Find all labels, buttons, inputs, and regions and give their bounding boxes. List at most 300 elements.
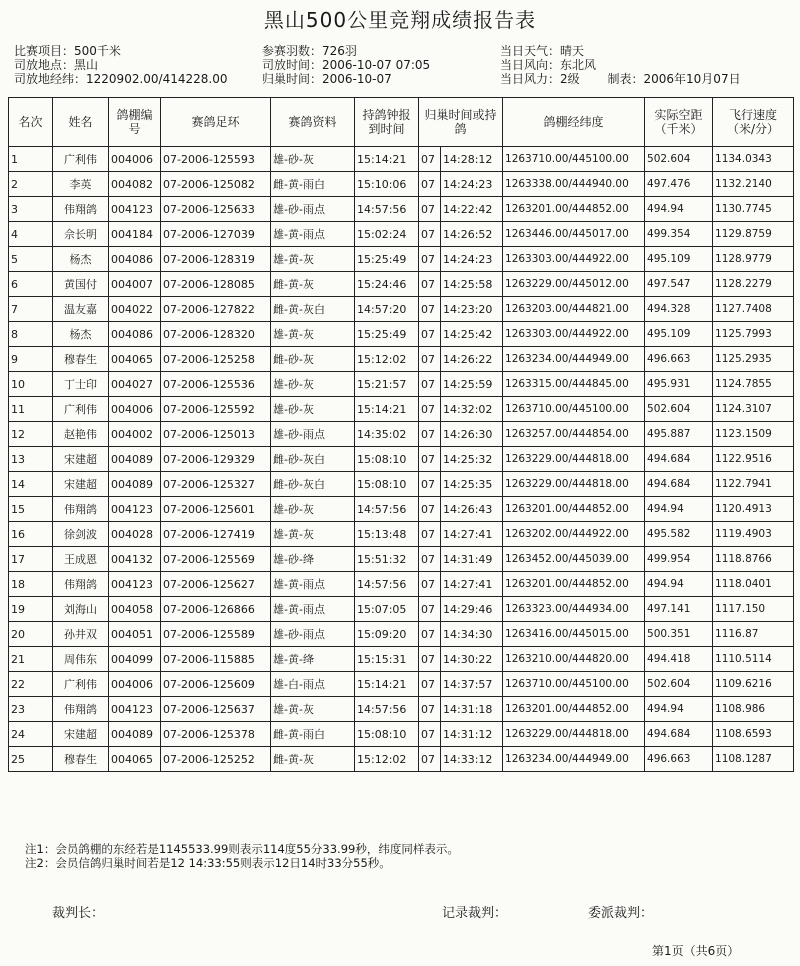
coords-cell: 1263234.00/444949.00: [503, 347, 645, 372]
name-cell: 广利伟: [53, 147, 109, 172]
name-cell: 伟翔鸽: [53, 197, 109, 222]
header-speed: 飞行速度（米/分）: [713, 98, 794, 147]
homing-time-cell: 14:31:12: [441, 722, 503, 747]
pigeon-info-cell: 雄-黄-雨点: [271, 222, 355, 247]
distance-cell: 494.94: [645, 497, 713, 522]
rank-cell: 7: [9, 297, 53, 322]
rank-cell: 22: [9, 672, 53, 697]
day-cell: 07: [419, 397, 441, 422]
homing-time-cell: 14:30:22: [441, 647, 503, 672]
release-site-label: 司放地点：: [14, 58, 75, 72]
speed-cell: 1117.150: [713, 597, 794, 622]
table-row: [9, 272, 794, 297]
clock-time-cell: 15:21:57: [355, 372, 419, 397]
table-row: [9, 297, 794, 322]
clock-time-cell: 15:07:05: [355, 597, 419, 622]
rank-cell: 6: [9, 272, 53, 297]
day-cell: 07: [419, 297, 441, 322]
note-2: 注2：会员信鸽归巢时间若是12 14:33:55则表示12日14时33分55秒。: [25, 856, 391, 870]
distance-cell: 500.351: [645, 622, 713, 647]
release-time-label: 司放时间：: [262, 58, 323, 72]
rank-cell: 16: [9, 522, 53, 547]
ring-cell: 07-2006-128085: [161, 272, 271, 297]
clock-time-cell: 15:15:31: [355, 647, 419, 672]
coords-cell: 1263229.00/444818.00: [503, 722, 645, 747]
notes: [25, 842, 459, 870]
ring-cell: 07-2006-125589: [161, 622, 271, 647]
clock-time-cell: 15:08:10: [355, 447, 419, 472]
clock-time-cell: 15:12:02: [355, 747, 419, 772]
speed-cell: 1109.6216: [713, 672, 794, 697]
homing-time-cell: 14:29:46: [441, 597, 503, 622]
name-cell: 伟翔鸽: [53, 572, 109, 597]
loft-id-cell: 004086: [109, 322, 161, 347]
coords-cell: 1263323.00/444934.00: [503, 597, 645, 622]
speed-cell: 1118.8766: [713, 547, 794, 572]
clock-time-cell: 15:25:49: [355, 247, 419, 272]
release-coords-value: 1220902.00/414228.00: [86, 72, 228, 86]
day-cell: 07: [419, 622, 441, 647]
day-cell: 07: [419, 272, 441, 297]
coords-cell: 1263229.00/445012.00: [503, 272, 645, 297]
pigeon-info-cell: 雄-白-雨点: [271, 672, 355, 697]
header-rank: 名次: [9, 98, 53, 147]
speed-cell: 1108.1287: [713, 747, 794, 772]
loft-id-cell: 004132: [109, 547, 161, 572]
page-number: 第1页（共6页）: [652, 944, 740, 958]
clock-time-cell: 14:57:56: [355, 497, 419, 522]
rank-cell: 12: [9, 422, 53, 447]
table-row: [9, 472, 794, 497]
distance-cell: 494.94: [645, 572, 713, 597]
day-cell: 07: [419, 597, 441, 622]
clock-time-cell: 15:08:10: [355, 722, 419, 747]
name-cell: 温友嘉: [53, 297, 109, 322]
homing-time-cell: 14:23:20: [441, 297, 503, 322]
day-cell: 07: [419, 697, 441, 722]
coords-cell: 1263452.00/445039.00: [503, 547, 645, 572]
clock-time-cell: 15:12:02: [355, 347, 419, 372]
speed-cell: 1108.986: [713, 697, 794, 722]
table-row: [9, 422, 794, 447]
distance-cell: 496.663: [645, 347, 713, 372]
speed-cell: 1125.2935: [713, 347, 794, 372]
rank-cell: 14: [9, 472, 53, 497]
entries-value: 726羽: [322, 44, 357, 58]
table-row: [9, 647, 794, 672]
ring-cell: 07-2006-125536: [161, 372, 271, 397]
wind-force-value: 2级: [560, 72, 580, 86]
loft-id-cell: 004184: [109, 222, 161, 247]
clock-time-cell: 15:14:21: [355, 397, 419, 422]
distance-cell: 499.954: [645, 547, 713, 572]
homing-time-cell: 14:25:42: [441, 322, 503, 347]
name-cell: 杨杰: [53, 247, 109, 272]
pigeon-info-cell: 雄-黄-灰: [271, 322, 355, 347]
homing-time-cell: 14:25:58: [441, 272, 503, 297]
homing-time-cell: 14:31:18: [441, 697, 503, 722]
table-row: [9, 347, 794, 372]
entries-label: 参赛羽数：: [262, 44, 323, 58]
day-cell: 07: [419, 147, 441, 172]
weather-value: 晴天: [560, 44, 585, 58]
table-row: [9, 522, 794, 547]
table-row: [9, 497, 794, 522]
release-coords-label: 司放地经纬：: [14, 72, 87, 86]
header-pigeon-info: 赛鸽资料: [271, 98, 355, 147]
day-cell: 07: [419, 722, 441, 747]
coords-cell: 1263338.00/444940.00: [503, 172, 645, 197]
release-time-value: 2006-10-07 07:05: [322, 58, 431, 72]
clock-time-cell: 15:13:48: [355, 522, 419, 547]
day-cell: 07: [419, 172, 441, 197]
loft-id-cell: 004002: [109, 422, 161, 447]
speed-cell: 1119.4903: [713, 522, 794, 547]
rank-cell: 11: [9, 397, 53, 422]
header-name: 姓名: [53, 98, 109, 147]
coords-cell: 1263203.00/444821.00: [503, 297, 645, 322]
clock-time-cell: 14:57:56: [355, 197, 419, 222]
loft-id-cell: 004065: [109, 347, 161, 372]
pigeon-info-cell: 雄-黄-雨点: [271, 572, 355, 597]
loft-id-cell: 004123: [109, 572, 161, 597]
note-1: 注1：会员鸽棚的东经若是1145533.99则表示114度55分33.99秒，纬度同样表示。: [25, 842, 459, 856]
pigeon-info-cell: 雄-砂-灰: [271, 497, 355, 522]
pigeon-info-cell: 雄-砂-灰: [271, 397, 355, 422]
speed-cell: 1108.6593: [713, 722, 794, 747]
coords-cell: 1263202.00/444922.00: [503, 522, 645, 547]
speed-cell: 1132.2140: [713, 172, 794, 197]
report-title: 黑山500公里竞翔成绩报告表: [263, 8, 537, 32]
clock-time-cell: 14:57:20: [355, 297, 419, 322]
sig-referee-chief: 裁判长：: [52, 906, 105, 921]
loft-id-cell: 004027: [109, 372, 161, 397]
speed-cell: 1134.0343: [713, 147, 794, 172]
loft-id-cell: 004089: [109, 447, 161, 472]
coords-cell: 1263229.00/444818.00: [503, 447, 645, 472]
day-cell: 07: [419, 322, 441, 347]
table-row: [9, 722, 794, 747]
distance-cell: 497.547: [645, 272, 713, 297]
pigeon-info-cell: 雌-砂-灰: [271, 347, 355, 372]
speed-cell: 1120.4913: [713, 497, 794, 522]
distance-cell: 494.94: [645, 197, 713, 222]
distance-cell: 497.476: [645, 172, 713, 197]
pigeon-info-cell: 雌-黄-雨白: [271, 172, 355, 197]
coords-cell: 1263201.00/444852.00: [503, 572, 645, 597]
rank-cell: 13: [9, 447, 53, 472]
rank-cell: 4: [9, 222, 53, 247]
pigeon-info-cell: 雌-黄-灰: [271, 747, 355, 772]
table-row: [9, 622, 794, 647]
homing-time-cell: 14:22:42: [441, 197, 503, 222]
ring-cell: 07-2006-125082: [161, 172, 271, 197]
name-cell: 广利伟: [53, 672, 109, 697]
table-row: [9, 572, 794, 597]
header-loft-id: 鸽棚编号: [109, 98, 161, 147]
coords-cell: 1263201.00/444852.00: [503, 697, 645, 722]
ring-cell: 07-2006-125637: [161, 697, 271, 722]
name-cell: 杨杰: [53, 322, 109, 347]
name-cell: 宋建超: [53, 722, 109, 747]
made-value: 2006年10月07日: [643, 72, 741, 86]
pigeon-info-cell: 雄-黄-灰: [271, 247, 355, 272]
ring-cell: 07-2006-125601: [161, 497, 271, 522]
coords-cell: 1263210.00/444820.00: [503, 647, 645, 672]
loft-id-cell: 004058: [109, 597, 161, 622]
clock-time-cell: 15:14:21: [355, 672, 419, 697]
rank-cell: 17: [9, 547, 53, 572]
speed-cell: 1128.9779: [713, 247, 794, 272]
results-table: [8, 97, 794, 772]
day-cell: 07: [419, 372, 441, 397]
pigeon-info-cell: 雄-砂-雨点: [271, 197, 355, 222]
sig-committee: 委派裁判：: [588, 906, 654, 921]
distance-cell: 496.663: [645, 747, 713, 772]
clock-time-cell: 15:10:06: [355, 172, 419, 197]
name-cell: 李英: [53, 172, 109, 197]
distance-cell: 497.141: [645, 597, 713, 622]
loft-id-cell: 004089: [109, 722, 161, 747]
clock-time-cell: 15:51:32: [355, 547, 419, 572]
name-cell: 徐剑波: [53, 522, 109, 547]
table-row: [9, 447, 794, 472]
speed-cell: 1124.7855: [713, 372, 794, 397]
speed-cell: 1122.9516: [713, 447, 794, 472]
ring-cell: 07-2006-125627: [161, 572, 271, 597]
distance-cell: 495.582: [645, 522, 713, 547]
name-cell: 赵艳伟: [53, 422, 109, 447]
speed-cell: 1123.1509: [713, 422, 794, 447]
header-ring: 赛鸽足环: [161, 98, 271, 147]
speed-cell: 1130.7745: [713, 197, 794, 222]
rank-cell: 25: [9, 747, 53, 772]
homing-time-cell: 14:26:30: [441, 422, 503, 447]
ring-cell: 07-2006-125592: [161, 397, 271, 422]
homing-time-cell: 14:25:59: [441, 372, 503, 397]
ring-cell: 07-2006-125252: [161, 747, 271, 772]
speed-cell: 1125.7993: [713, 322, 794, 347]
day-cell: 07: [419, 522, 441, 547]
speed-cell: 1110.5114: [713, 647, 794, 672]
event-value: 500千米: [74, 44, 121, 58]
coords-cell: 1263315.00/444845.00: [503, 372, 645, 397]
loft-id-cell: 004123: [109, 497, 161, 522]
table-row: [9, 222, 794, 247]
distance-cell: 499.354: [645, 222, 713, 247]
homing-time-cell: 14:28:12: [441, 147, 503, 172]
homing-time-cell: 14:31:49: [441, 547, 503, 572]
table-row: [9, 747, 794, 772]
speed-cell: 1127.7408: [713, 297, 794, 322]
day-cell: 07: [419, 497, 441, 522]
clock-time-cell: 15:02:24: [355, 222, 419, 247]
homing-time-cell: 14:24:23: [441, 172, 503, 197]
loft-id-cell: 004082: [109, 172, 161, 197]
loft-id-cell: 004089: [109, 472, 161, 497]
ring-cell: 07-2006-128320: [161, 322, 271, 347]
day-cell: 07: [419, 247, 441, 272]
distance-cell: 502.604: [645, 672, 713, 697]
table-row: [9, 197, 794, 222]
coords-cell: 1263234.00/444949.00: [503, 747, 645, 772]
coords-cell: 1263229.00/444818.00: [503, 472, 645, 497]
coords-cell: 1263710.00/445100.00: [503, 397, 645, 422]
ring-cell: 07-2006-125633: [161, 197, 271, 222]
loft-id-cell: 004051: [109, 622, 161, 647]
rank-cell: 5: [9, 247, 53, 272]
pigeon-info-cell: 雄-砂-灰: [271, 372, 355, 397]
loft-id-cell: 004006: [109, 147, 161, 172]
homing-time-cell: 14:32:02: [441, 397, 503, 422]
speed-cell: 1129.8759: [713, 222, 794, 247]
day-cell: 07: [419, 447, 441, 472]
rank-cell: 10: [9, 372, 53, 397]
homing-time-cell: 14:25:35: [441, 472, 503, 497]
header-coords: 鸽棚经纬度: [503, 98, 645, 147]
homing-time-cell: 14:26:43: [441, 497, 503, 522]
clock-time-cell: 15:14:21: [355, 147, 419, 172]
ring-cell: 07-2006-128319: [161, 247, 271, 272]
table-row: [9, 697, 794, 722]
rank-cell: 3: [9, 197, 53, 222]
clock-time-cell: 15:24:46: [355, 272, 419, 297]
homing-time-cell: 14:33:12: [441, 747, 503, 772]
distance-cell: 494.684: [645, 722, 713, 747]
pigeon-info-cell: 雌-黄-灰白: [271, 297, 355, 322]
coords-cell: 1263201.00/444852.00: [503, 197, 645, 222]
wind-dir-label: 当日风向：: [500, 58, 561, 72]
name-cell: 黄国付: [53, 272, 109, 297]
coords-cell: 1263303.00/444922.00: [503, 322, 645, 347]
day-cell: 07: [419, 347, 441, 372]
distance-cell: 502.604: [645, 147, 713, 172]
table-row: [9, 172, 794, 197]
ring-cell: 07-2006-125258: [161, 347, 271, 372]
speed-cell: 1122.7941: [713, 472, 794, 497]
rank-cell: 24: [9, 722, 53, 747]
coords-cell: 1263416.00/445015.00: [503, 622, 645, 647]
table-header-row: [9, 98, 794, 147]
homing-time-label: 归巢时间：: [262, 72, 323, 86]
pigeon-info-cell: 雄-砂-绛: [271, 547, 355, 572]
name-cell: 佘长明: [53, 222, 109, 247]
ring-cell: 07-2006-125013: [161, 422, 271, 447]
header-clock-time: 持鸽钟报到时间: [355, 98, 419, 147]
made-label: 制表：: [607, 72, 644, 86]
distance-cell: 495.887: [645, 422, 713, 447]
loft-id-cell: 004006: [109, 397, 161, 422]
table-row: [9, 147, 794, 172]
coords-cell: 1263446.00/445017.00: [503, 222, 645, 247]
day-cell: 07: [419, 472, 441, 497]
pigeon-info-cell: 雄-黄-灰: [271, 697, 355, 722]
rank-cell: 15: [9, 497, 53, 522]
loft-id-cell: 004123: [109, 697, 161, 722]
name-cell: 穆春生: [53, 347, 109, 372]
pigeon-info-cell: 雄-黄-灰: [271, 522, 355, 547]
table-row: [9, 397, 794, 422]
rank-cell: 19: [9, 597, 53, 622]
clock-time-cell: 15:09:20: [355, 622, 419, 647]
day-cell: 07: [419, 547, 441, 572]
homing-time-cell: 14:26:22: [441, 347, 503, 372]
homing-time-value: 2006-10-07: [322, 72, 392, 86]
ring-cell: 07-2006-127419: [161, 522, 271, 547]
ring-cell: 07-2006-125378: [161, 722, 271, 747]
ring-cell: 07-2006-125609: [161, 672, 271, 697]
header-homing-time: 归巢时间或持鸽: [419, 98, 503, 147]
ring-cell: 07-2006-126866: [161, 597, 271, 622]
loft-id-cell: 004099: [109, 647, 161, 672]
header-distance: 实际空距（千米）: [645, 98, 713, 147]
pigeon-info-cell: 雄-砂-雨点: [271, 622, 355, 647]
table-row: [9, 547, 794, 572]
ring-cell: 07-2006-127822: [161, 297, 271, 322]
homing-time-cell: 14:25:32: [441, 447, 503, 472]
weather-label: 当日天气：: [500, 44, 561, 58]
coords-cell: 1263710.00/445100.00: [503, 672, 645, 697]
pigeon-info-cell: 雄-砂-灰: [271, 147, 355, 172]
loft-id-cell: 004028: [109, 522, 161, 547]
loft-id-cell: 004086: [109, 247, 161, 272]
name-cell: 刘海山: [53, 597, 109, 622]
wind-force-label: 当日风力：: [500, 72, 561, 86]
name-cell: 宋建超: [53, 447, 109, 472]
name-cell: 周伟东: [53, 647, 109, 672]
clock-time-cell: 14:57:56: [355, 697, 419, 722]
distance-cell: 495.109: [645, 247, 713, 272]
info-left: [14, 44, 227, 86]
event-label: 比赛项目：: [14, 44, 75, 58]
homing-time-cell: 14:27:41: [441, 522, 503, 547]
loft-id-cell: 004007: [109, 272, 161, 297]
ring-cell: 07-2006-129329: [161, 447, 271, 472]
table-row: [9, 247, 794, 272]
rank-cell: 20: [9, 622, 53, 647]
pigeon-info-cell: 雄-黄-绛: [271, 647, 355, 672]
name-cell: 广利伟: [53, 397, 109, 422]
distance-cell: 494.94: [645, 697, 713, 722]
name-cell: 王成恩: [53, 547, 109, 572]
ring-cell: 07-2006-127039: [161, 222, 271, 247]
pigeon-info-cell: 雌-砂-灰白: [271, 472, 355, 497]
name-cell: 宋建超: [53, 472, 109, 497]
rank-cell: 2: [9, 172, 53, 197]
table-row: [9, 597, 794, 622]
info-right: [500, 44, 741, 86]
homing-time-cell: 14:26:52: [441, 222, 503, 247]
name-cell: 丁士印: [53, 372, 109, 397]
rank-cell: 8: [9, 322, 53, 347]
ring-cell: 07-2006-125569: [161, 547, 271, 572]
rank-cell: 1: [9, 147, 53, 172]
clock-time-cell: 14:57:56: [355, 572, 419, 597]
distance-cell: 494.418: [645, 647, 713, 672]
loft-id-cell: 004123: [109, 197, 161, 222]
ring-cell: 07-2006-115885: [161, 647, 271, 672]
homing-time-cell: 14:27:41: [441, 572, 503, 597]
day-cell: 07: [419, 647, 441, 672]
name-cell: 伟翔鸽: [53, 697, 109, 722]
coords-cell: 1263303.00/444922.00: [503, 247, 645, 272]
coords-cell: 1263257.00/444854.00: [503, 422, 645, 447]
homing-time-cell: 14:37:57: [441, 672, 503, 697]
coords-cell: 1263201.00/444852.00: [503, 497, 645, 522]
pigeon-info-cell: 雄-黄-雨点: [271, 597, 355, 622]
name-cell: 孙井双: [53, 622, 109, 647]
distance-cell: 494.684: [645, 472, 713, 497]
